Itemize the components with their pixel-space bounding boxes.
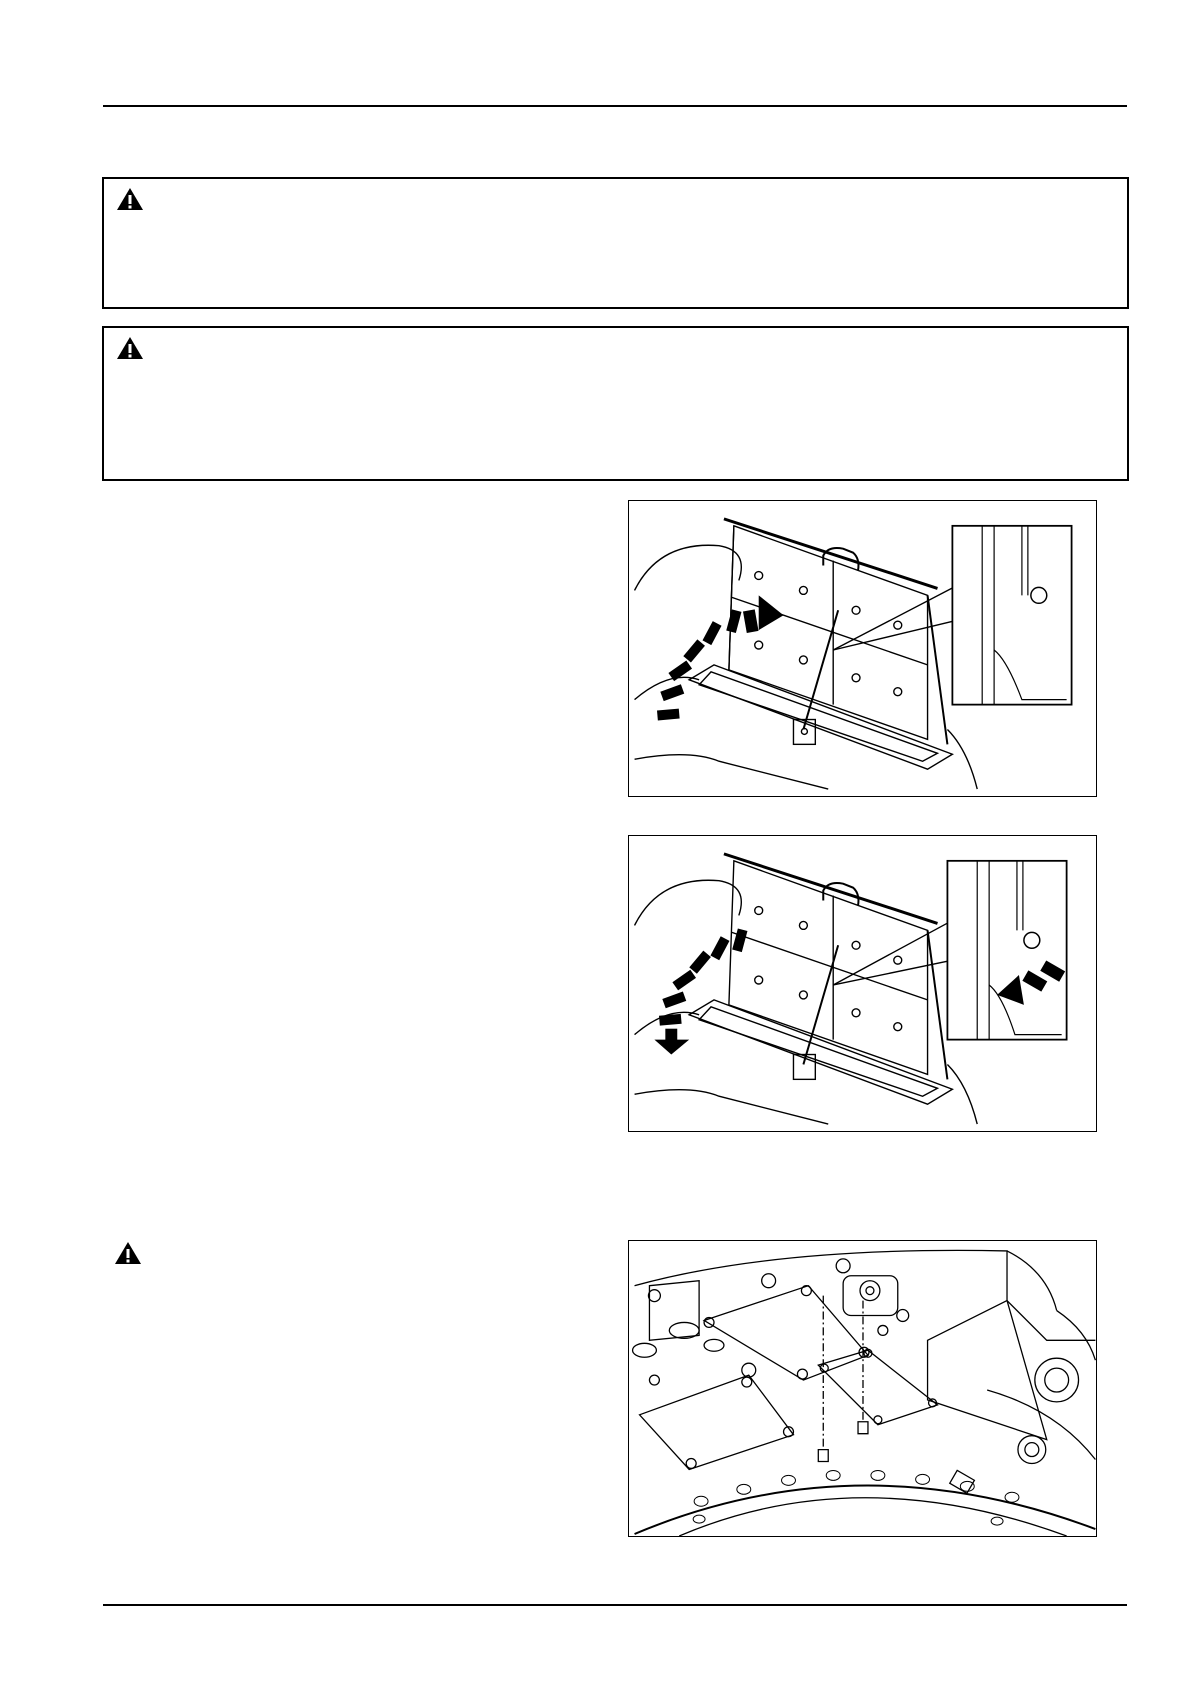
warning-triangle-icon	[116, 336, 144, 360]
warning-triangle-icon	[114, 1241, 142, 1265]
platform-lower-illustration	[628, 835, 1097, 1132]
warning-triangle-icon	[116, 187, 144, 211]
header-rule	[103, 105, 1127, 107]
platform-lift-illustration	[628, 500, 1097, 797]
warning-box-2	[102, 326, 1129, 481]
floor-cover-plates-illustration	[628, 1240, 1097, 1537]
warning-box-1	[102, 177, 1129, 309]
footer-rule	[103, 1604, 1127, 1606]
